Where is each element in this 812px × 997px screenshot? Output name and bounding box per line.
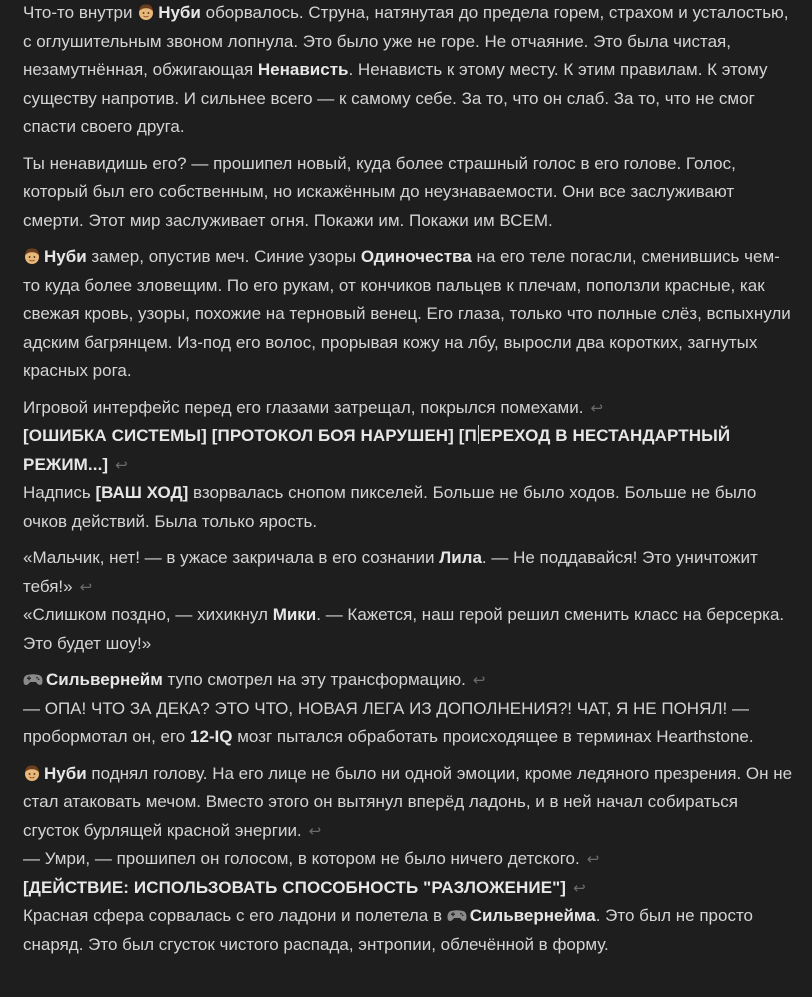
paragraph-4: [23, 394, 793, 537]
return-icon: ↩: [79, 577, 93, 596]
return-icon: ↩: [586, 850, 600, 868]
line: [23, 479, 793, 536]
system-message: [ОШИБКА СИСТЕМЫ] [ПРОТОКОЛ БОЯ НАРУШЕН] [П: [23, 426, 477, 445]
text-span: . — Кажется, наш герой решил сменить класс на берсерка. Это будет шоу!»: [23, 605, 785, 653]
boy-face-icon: [137, 3, 155, 21]
text-span: . Это был не просто снаряд. Это был сгусток чистого распада, энтропии, облечённой в форму.: [23, 906, 754, 954]
text-span: замер, опустив меч. Синие узоры: [86, 247, 361, 266]
paragraph-1: [23, 0, 793, 142]
emphasis-word: 12-IQ: [189, 727, 233, 746]
character-name: Сильвернейма: [469, 906, 596, 925]
text-span: Красная сфера сорвалась с его ладони и полетела в: [23, 906, 447, 925]
text-span: мозг пытался обработать происходящее в терминах Hearthstone.: [232, 727, 754, 746]
return-icon: ↩: [590, 398, 604, 417]
text-span: Надпись: [23, 483, 96, 502]
system-message: ЕРЕХОД В НЕСТАНДАРТНЫЙ РЕЖИМ...]: [23, 426, 731, 474]
text-span: на его теле погасли, сменившись чем-то куда более зловещим. По его рукам, от кончиков пальцев к плечам, поползли красные, как свежая кровь, узоры, похожие на терновый венец. Его глаза, только что полные слёз, вспыхнули адским багрянцем. Из-под его волос, прорывая кожу на лбу, выросли два коротких, загнутых красных рога.: [23, 247, 791, 380]
document-body: [23, 0, 793, 967]
line: [23, 874, 793, 903]
text-span: тупо смотрел на эту трансформацию.: [162, 670, 466, 689]
paragraph-3: [23, 243, 793, 386]
emphasis-word: [ВАШ ХОД]: [95, 483, 189, 502]
paragraph-2: Ты ненавидишь его? — прошипел новый, куда более страшный голос в его голове. Голос, который был его собственным, но искажённым до неузнаваемости. Они все заслуживают смерти. Этот мир заслуживает огня. Покажи им. Покажи им ВСЕМ.: [23, 153, 736, 230]
paragraph-7: [23, 760, 793, 960]
line: [23, 544, 793, 601]
text-span: — ОПА! ЧТО ЗА ДЕКА? ЭТО ЧТО, НОВАЯ ЛЕГА ИЗ ДОПОЛНЕНИЯ?! ЧАТ, Я НЕ ПОНЯЛ! — пробормотал он, его: [23, 698, 749, 746]
return-icon: ↩: [308, 821, 322, 840]
system-message: [ДЕЙСТВИЕ: ИСПОЛЬЗОВАТЬ СПОСОБНОСТЬ "РАЗЛОЖЕНИЕ"]: [23, 877, 567, 897]
line: [23, 666, 793, 695]
character-name: Нуби: [44, 763, 87, 783]
line: [23, 394, 793, 423]
emphasis-word: Ненависть: [257, 60, 349, 79]
paragraph-6: [23, 666, 793, 752]
paragraph-5: [23, 544, 793, 658]
line: [23, 695, 793, 752]
return-icon: ↩: [472, 671, 486, 689]
character-name: Нуби: [158, 3, 201, 22]
gamepad-icon: [447, 907, 467, 923]
emphasis-word: Одиночества: [360, 247, 472, 266]
boy-face-icon: [23, 247, 41, 265]
text-span: . Ненависть к этому месту. К этим правилам. К этому существу напротив. И сильнее всего — к самому себе. За то, что он слаб. За то, что не смог спасти своего друга.: [23, 60, 768, 136]
text-span: Что-то внутри: [23, 3, 138, 22]
line: [23, 902, 793, 959]
text-span: «Мальчик, нет! — в ужасе закричала в его сознании: [23, 548, 440, 567]
text-span: . — Не поддавайся! Это уничтожит тебя!»: [23, 548, 758, 596]
character-name: Мики: [272, 605, 317, 624]
return-icon: ↩: [115, 455, 128, 474]
text-span: оборвалось. Струна, натянутая до предела горем, страхом и усталостью, с оглушительным звоном лопнула. Это было уже не горе. Не отчаяние. Это была чистая, незамутнённая, обжигающая: [23, 3, 789, 79]
line: [23, 422, 793, 479]
text-span: — Умри, — прошипел он голосом, в котором не было ничего детского.: [23, 849, 580, 868]
line: [23, 760, 793, 846]
text-span: взорвалась снопом пикселей. Больше не было ходов. Больше не было очков действий. Была только ярость.: [23, 483, 757, 531]
character-name: Лила: [439, 548, 482, 567]
text-cursor: [478, 425, 479, 444]
character-name: Нуби: [44, 247, 87, 266]
line: [23, 601, 793, 658]
return-icon: ↩: [573, 878, 586, 897]
text-span: поднял голову. На его лице не было ни одной эмоции, кроме ледяного презрения. Он не стал атаковать мечом. Вместо этого он вытянул вперёд ладонь, и в ней начал собираться сгусток бурлящей красной энергии.: [23, 763, 793, 840]
text-span: Игровой интерфейс перед его глазами затрещал, покрылся помехами.: [23, 397, 584, 417]
line: [23, 845, 793, 874]
character-name: Сильвернейм: [46, 670, 163, 689]
text-span: «Слишком поздно, — хихикнул: [23, 605, 273, 624]
boy-face-icon: [23, 764, 41, 782]
gamepad-icon: [23, 671, 43, 687]
